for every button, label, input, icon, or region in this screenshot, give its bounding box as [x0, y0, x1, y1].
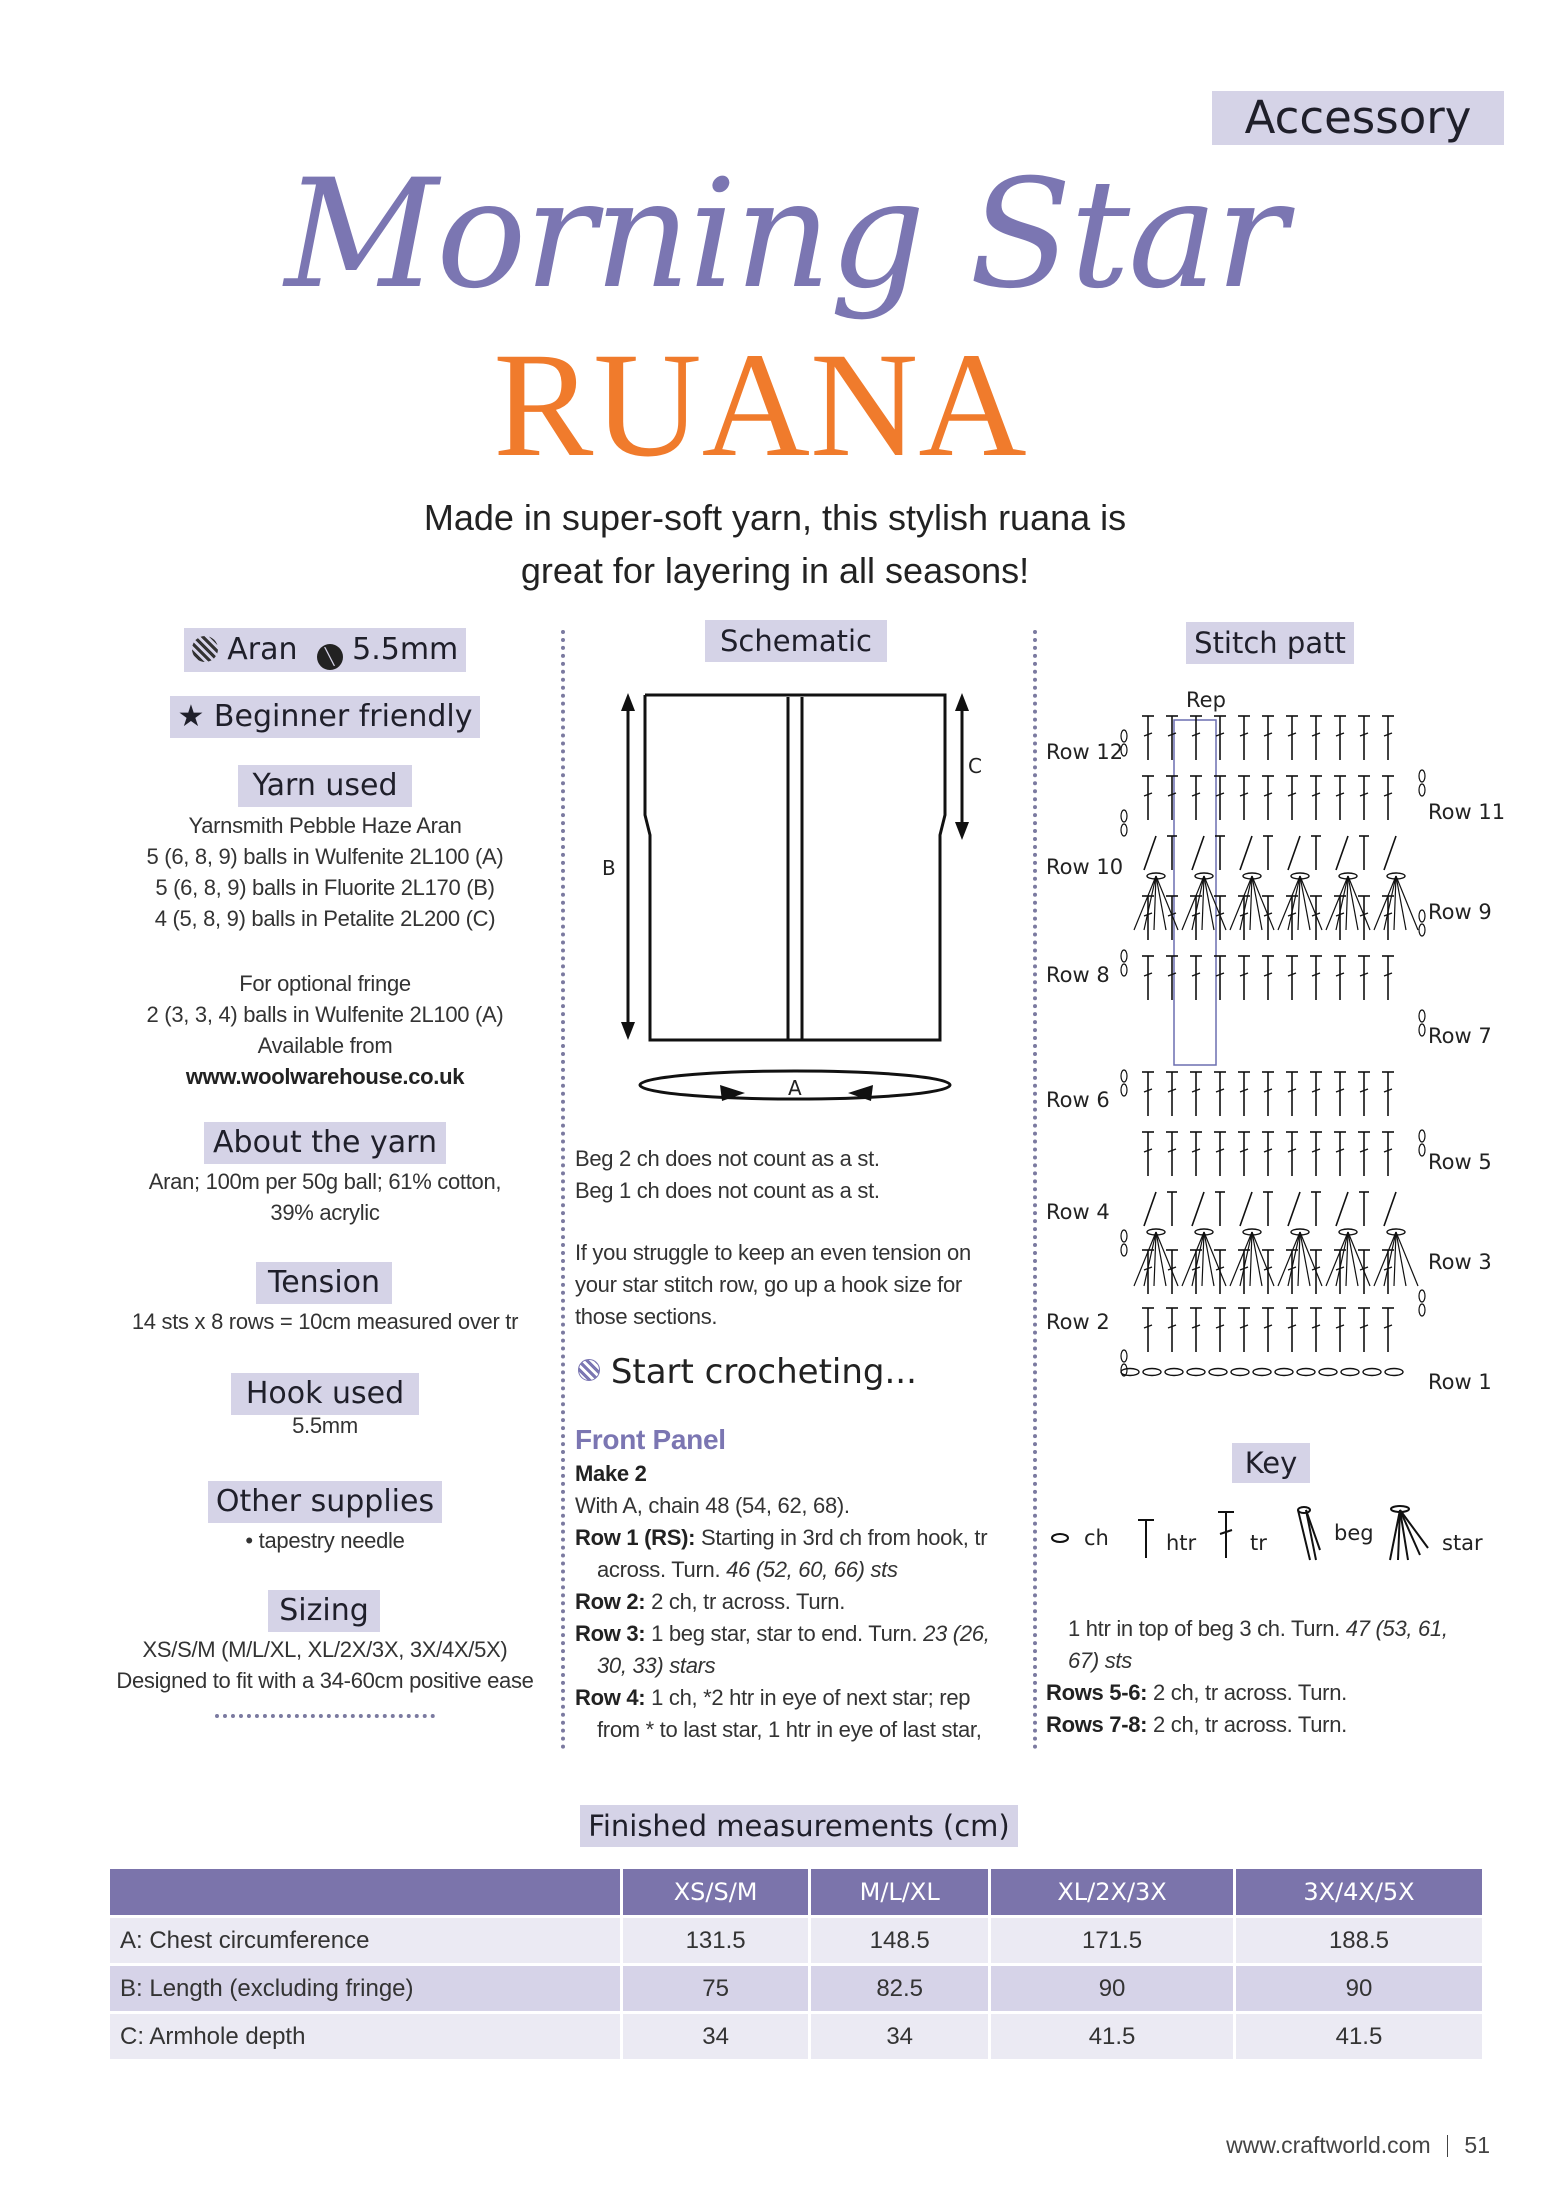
fringe-line: Available from [257, 1033, 393, 1058]
measurements-heading: Finished measurements (cm) [580, 1805, 1018, 1847]
turning-chain [1419, 1304, 1425, 1316]
yarn-used-list [90, 810, 560, 934]
note-line: Beg 1 ch does not count as a st. [575, 1178, 880, 1203]
row-text: 2 ch, tr across. Turn. [645, 1589, 846, 1614]
yarn-ball-icon [192, 636, 218, 662]
ch-stitch [1363, 1369, 1381, 1376]
star-stitch [1204, 1232, 1226, 1286]
row-label-right: Row 7 [1428, 1024, 1492, 1048]
star-stitch [1156, 1232, 1166, 1286]
cell-value: 131.5 [623, 1918, 808, 1963]
ch-stitch [1231, 1369, 1249, 1376]
star-stitch [1252, 876, 1274, 930]
cell-value: 90 [1236, 1966, 1482, 2011]
star-stitch [1156, 876, 1166, 930]
key-star: star [1442, 1531, 1483, 1555]
ch-stitch [1143, 1369, 1161, 1376]
arrow-head [621, 693, 635, 711]
turning-chain [1121, 1230, 1127, 1242]
htr-stitch [1240, 836, 1252, 870]
row-label: Row 1 (RS): [575, 1525, 696, 1550]
key-htr: htr [1166, 1531, 1197, 1555]
about-line: Aran; 100m per 50g ball; 61% cotton, [148, 1169, 502, 1194]
supplier-link[interactable]: www.woolwarehouse.co.uk [185, 1064, 465, 1089]
row-text: 2 ch, tr across. Turn. [1147, 1712, 1347, 1737]
make-count: Make 2 [575, 1461, 647, 1486]
column-divider-left [561, 630, 565, 1750]
turning-chain [1121, 950, 1127, 962]
cell-value: 90 [991, 1966, 1233, 2011]
hook-icon: ╲ [317, 644, 343, 670]
star-stitch [1204, 1232, 1214, 1286]
turning-chain [1419, 910, 1425, 922]
star-stitch [1252, 1232, 1262, 1286]
yarn-line: Yarnsmith Pebble Haze Aran [188, 813, 462, 838]
left-column-end-rule [215, 1714, 435, 1718]
sizing-line: XS/S/M (M/L/XL, XL/2X/3X, 3X/4X/5X) [142, 1637, 508, 1662]
row-1 [575, 1522, 1015, 1554]
stitch-count: 47 (53, 61, [1345, 1616, 1448, 1641]
htr-stitch [1288, 836, 1300, 870]
ch-stitch [1253, 1369, 1271, 1376]
star-stitch [1156, 1232, 1178, 1286]
yarn-line: 5 (6, 8, 9) balls in Wulfenite 2L100 (A) [146, 844, 504, 869]
htr-stitch [1240, 1192, 1252, 1226]
htr-stitch [1384, 836, 1396, 870]
sizing-line: Designed to fit with a 34-60cm positive ease [116, 1668, 534, 1693]
star-stitch [1182, 1232, 1204, 1286]
star-stitch [1348, 1232, 1370, 1286]
htr-stitch [1336, 1192, 1348, 1226]
row-label-left: Row 10 [1046, 855, 1124, 879]
stitch-count: 23 (26, [923, 1621, 990, 1646]
htr-stitch [1144, 1192, 1156, 1226]
row-label-left: Row 4 [1046, 1200, 1110, 1224]
star-stitch [1396, 1232, 1406, 1286]
turning-chain [1121, 1084, 1127, 1096]
about-yarn-heading: About the yarn [204, 1122, 446, 1164]
star-stitch [1182, 876, 1204, 930]
footer-url[interactable]: www.craftworld.com [1226, 2132, 1431, 2158]
cell-value: 171.5 [991, 1918, 1233, 1963]
row-label-right: Row 5 [1428, 1150, 1492, 1174]
intro-line-1: Made in super-soft yarn, this stylish ruana is [423, 497, 1127, 538]
arrow-head [621, 1022, 635, 1040]
htr-stitch [1384, 1192, 1396, 1226]
hook-used-heading: Hook used [231, 1373, 419, 1415]
ch-stitch [1319, 1369, 1337, 1376]
row-3 [575, 1618, 1015, 1650]
tension-heading: Tension [256, 1262, 392, 1304]
skill-level-badge [170, 696, 480, 738]
turning-chain [1121, 1070, 1127, 1082]
arrow-head [955, 822, 969, 840]
row-label: Rows 7-8: [1046, 1712, 1148, 1737]
fringe-line: 2 (3, 3, 4) balls in Wulfenite 2L100 (A) [146, 1002, 504, 1027]
row-text: Starting in 3rd ch from hook, tr [695, 1525, 988, 1550]
tension-text: 14 sts x 8 rows = 10cm measured over tr [131, 1309, 519, 1334]
fringe-line: For optional fringe [239, 971, 411, 996]
row-text: 1 beg star, star to end. Turn. [645, 1621, 924, 1646]
turning-chain [1121, 824, 1127, 836]
htr-stitch [1288, 1192, 1300, 1226]
skill-level: Beginner friendly [213, 699, 473, 734]
turning-chain [1121, 810, 1127, 822]
rep-label: Rep [1186, 688, 1226, 712]
start-heading-text: Start crocheting... [610, 1352, 917, 1392]
cell-value: 34 [623, 2014, 808, 2059]
yarn-weight: Aran [227, 632, 298, 667]
yarn-weight-hook-badge [184, 628, 466, 672]
cell-value: 41.5 [1236, 2014, 1482, 2059]
star-stitch [1230, 1232, 1252, 1286]
ch-stitch [1275, 1369, 1293, 1376]
row-label-left: Row 8 [1046, 963, 1110, 987]
row-label: Row 3: [575, 1621, 646, 1646]
row-4-cont: from * to last star, 1 htr in eye of last star, [597, 1717, 982, 1742]
title-script: Morning Star [284, 148, 1286, 322]
star-stitch [1278, 1232, 1300, 1286]
row-label: Row 4: [575, 1685, 646, 1710]
ch-stitch [1121, 1369, 1139, 1376]
turning-chain [1419, 1130, 1425, 1142]
star-stitch [1374, 1232, 1396, 1286]
star-icon: ★ [177, 699, 205, 734]
table-row [110, 1966, 1482, 2011]
row-text: 2 ch, tr across. Turn. [1147, 1680, 1347, 1705]
row-label: Row 2: [575, 1589, 646, 1614]
footer [1226, 2132, 1490, 2159]
hook-size: 5.5mm [352, 632, 459, 667]
star-stitch [1348, 876, 1358, 930]
row-label-left: Row 12 [1046, 740, 1124, 764]
stitch-chart [1120, 710, 1430, 1430]
page-number: 51 [1464, 2132, 1490, 2158]
yarn-line: 5 (6, 8, 9) balls in Fluorite 2L170 (B) [155, 875, 495, 900]
star-stitch [1348, 1232, 1358, 1286]
htr-stitch [1144, 836, 1156, 870]
about-line: 39% acrylic [270, 1200, 380, 1225]
row-label-right: Row 9 [1428, 900, 1492, 924]
table-corner [110, 1869, 620, 1915]
turning-chain [1419, 1024, 1425, 1036]
star-stitch [1300, 876, 1310, 930]
start-crocheting-heading [578, 1352, 917, 1392]
label-c: C [968, 754, 982, 778]
ch-stitch [1187, 1369, 1205, 1376]
star-stitch [1252, 1232, 1274, 1286]
star-stitch [1230, 876, 1252, 930]
label-b: B [602, 856, 616, 880]
key-tr: tr [1250, 1531, 1267, 1555]
ch-symbol [1052, 1534, 1068, 1542]
rows-7-8 [1046, 1709, 1466, 1741]
row-4 [575, 1682, 1015, 1714]
pattern-continued [1046, 1613, 1466, 1741]
star-stitch [1396, 876, 1418, 930]
schematic-heading: Schematic [705, 620, 887, 662]
star-stitch [1300, 1232, 1310, 1286]
htr-stitch [1336, 836, 1348, 870]
sizing-heading: Sizing [268, 1590, 380, 1632]
yarn-line: 4 (5, 8, 9) balls in Petalite 2L200 (C) [154, 906, 496, 931]
ch-stitch [1341, 1369, 1359, 1376]
pattern-instructions [575, 1422, 1015, 1746]
htr-stitch [1192, 1192, 1204, 1226]
section-tag: Accessory [1212, 91, 1504, 145]
star-stitch [1396, 1232, 1418, 1286]
turning-chain [1121, 1244, 1127, 1256]
turning-chain [1419, 770, 1425, 782]
row-label-left: Row 6 [1046, 1088, 1110, 1112]
supplies-text: • tapestry needle [245, 1528, 405, 1553]
stitch-count: 46 (52, 60, 66) sts [726, 1557, 898, 1582]
star-stitch [1326, 876, 1348, 930]
turning-chain [1419, 784, 1425, 796]
turning-chain [1419, 1290, 1425, 1302]
row-label: C: Armhole depth [110, 2014, 620, 2059]
size-column: M/L/XL [811, 1869, 988, 1915]
turning-chain [1121, 964, 1127, 976]
label-a: A [788, 1076, 802, 1100]
row-label: Rows 5-6: [1046, 1680, 1148, 1705]
yarn-ball-icon [578, 1359, 600, 1381]
stitch-patt-heading: Stitch patt [1186, 622, 1354, 664]
row-text: 1 ch, *2 htr in eye of next star; rep [645, 1685, 971, 1710]
star-stitch [1300, 1232, 1322, 1286]
notes [575, 1143, 1015, 1333]
measurements-table [107, 1866, 1485, 2062]
note-line: those sections. [575, 1304, 718, 1329]
table-row [110, 1918, 1482, 1963]
row-1-cont [575, 1554, 1015, 1586]
hook-used-text: 5.5mm [292, 1413, 358, 1438]
sizing-text [90, 1634, 560, 1696]
turning-chain [1419, 1010, 1425, 1022]
key-beg: beg [1334, 1521, 1374, 1545]
star-stitch [1374, 876, 1396, 930]
key-heading: Key [1232, 1443, 1310, 1483]
stitch-count: 67) sts [1068, 1648, 1132, 1673]
chain-instruction: With A, chain 48 (54, 62, 68). [575, 1493, 850, 1518]
arrow-head [955, 693, 969, 711]
supplies-heading: Other supplies [208, 1481, 442, 1523]
fringe-list [90, 968, 560, 1092]
cell-value: 148.5 [811, 1918, 988, 1963]
panel-heading: Front Panel [575, 1424, 726, 1455]
garment-outline [645, 695, 945, 1040]
star-stitch [1326, 1232, 1348, 1286]
cell-value: 34 [811, 2014, 988, 2059]
stitch-count: 30, 33) stars [597, 1653, 716, 1678]
htr-stitch [1192, 836, 1204, 870]
rows-5-6 [1046, 1677, 1466, 1709]
intro-line-2: great for layering in all seasons! [520, 550, 1030, 591]
table-row [110, 2014, 1482, 2059]
star-stitch [1300, 876, 1322, 930]
row-label: B: Length (excluding fringe) [110, 1966, 620, 2011]
about-yarn-text [90, 1166, 560, 1228]
ch-stitch [1385, 1369, 1403, 1376]
row-label-right: Row 3 [1428, 1250, 1492, 1274]
size-column: 3X/4X/5X [1236, 1869, 1482, 1915]
size-column: XS/S/M [623, 1869, 808, 1915]
column-divider-right [1033, 630, 1037, 1750]
cell-value: 82.5 [811, 1966, 988, 2011]
cell-value: 188.5 [1236, 1918, 1482, 1963]
note-line: If you struggle to keep an even tension on [575, 1240, 971, 1265]
row-label-right: Row 11 [1428, 800, 1506, 824]
row-text: 1 htr in top of beg 3 ch. Turn. [1068, 1616, 1346, 1641]
row-2 [575, 1586, 1015, 1618]
table-header-row [110, 1869, 1482, 1915]
row-label-left: Row 2 [1046, 1310, 1110, 1334]
row-4-end [1046, 1613, 1466, 1645]
key-ch: ch [1084, 1526, 1109, 1550]
cell-value: 75 [623, 1966, 808, 2011]
star-stitch [1278, 876, 1300, 930]
star-stitch [1134, 1232, 1156, 1286]
row-label: A: Chest circumference [110, 1918, 620, 1963]
star-symbol [1391, 1506, 1409, 1512]
star-stitch [1348, 876, 1370, 930]
turning-chain [1419, 924, 1425, 936]
schematic-diagram [590, 685, 1010, 1105]
row-label-right: Row 1 [1428, 1370, 1492, 1394]
rep-box [1174, 720, 1216, 1065]
star-stitch [1252, 876, 1262, 930]
star-stitch [1204, 876, 1226, 930]
ch-stitch [1209, 1369, 1227, 1376]
title-main: RUANA [493, 322, 1027, 488]
beg-symbol [1298, 1507, 1310, 1513]
note-line: Beg 2 ch does not count as a st. [575, 1146, 880, 1171]
note-line: your star stitch row, go up a hook size for [575, 1272, 962, 1297]
stitch-key [1048, 1500, 1508, 1580]
row-text: across. Turn. [597, 1557, 727, 1582]
star-stitch [1396, 876, 1406, 930]
turning-chain [1121, 1350, 1127, 1362]
yarn-used-heading: Yarn used [238, 765, 412, 807]
star-stitch [1134, 876, 1156, 930]
turning-chain [1419, 1144, 1425, 1156]
cell-value: 41.5 [991, 2014, 1233, 2059]
ch-stitch [1165, 1369, 1183, 1376]
footer-divider [1447, 2135, 1448, 2157]
size-column: XL/2X/3X [991, 1869, 1233, 1915]
star-stitch [1204, 876, 1214, 930]
ch-stitch [1297, 1369, 1315, 1376]
